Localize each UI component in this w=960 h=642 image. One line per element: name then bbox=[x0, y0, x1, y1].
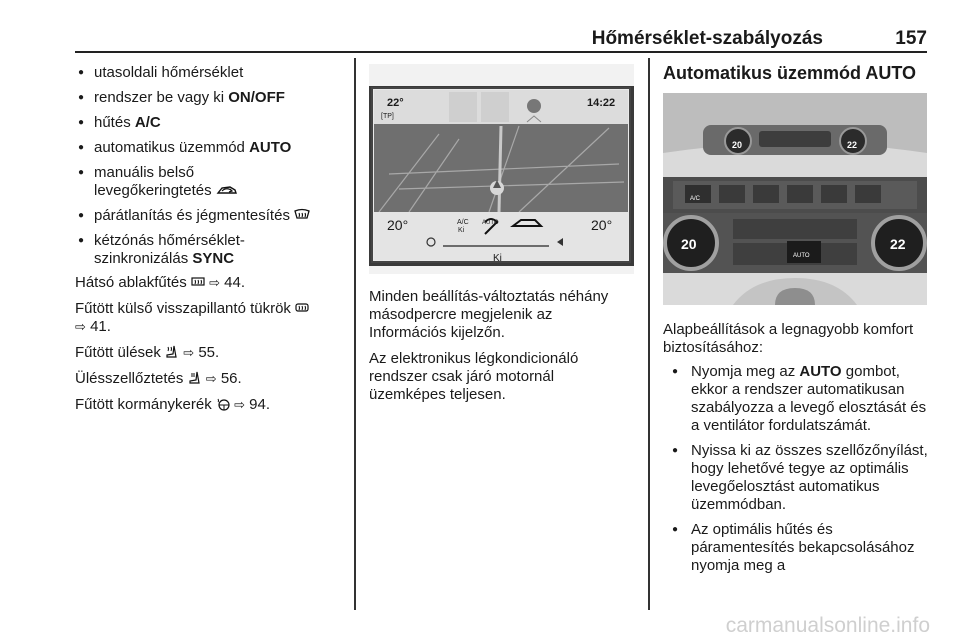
screen-temp-right: 20° bbox=[591, 217, 613, 233]
panel-ac-label: A/C bbox=[690, 196, 701, 202]
rear-window-heating-icon bbox=[191, 276, 205, 289]
screen-tp: [TP] bbox=[381, 113, 394, 120]
screen-ac-label: A/C bbox=[457, 219, 469, 226]
screen-ki-small: Ki bbox=[458, 227, 465, 234]
page-ref-icon: ⇨ bbox=[209, 275, 220, 290]
panel-small-left-label: 20 bbox=[732, 140, 743, 150]
mirror-heating-icon bbox=[295, 302, 309, 315]
heated-steering-wheel-icon bbox=[216, 397, 230, 411]
list-item: ● manuális belső levegőkeringtetés bbox=[75, 164, 343, 200]
screen-temp-left: 20° bbox=[387, 217, 409, 233]
paragraph-seat-ventilation: Ülésszellőztetés ⇨ 56. bbox=[75, 370, 242, 387]
column-3 bbox=[663, 64, 929, 582]
list-item: ● Az optimális hűtés és páramentesítés bekapcsolásához nyomja meg a bbox=[663, 521, 929, 575]
page-number: 157 bbox=[895, 28, 927, 49]
paragraph-intro: Alapbeállítások a legnagyobb komfort biztosításához: bbox=[663, 321, 914, 356]
climate-display-figure bbox=[369, 64, 634, 274]
page-ref-icon: ⇨ bbox=[205, 371, 217, 386]
header-rule bbox=[75, 51, 927, 53]
screen-temp-top: 22° bbox=[387, 97, 404, 109]
page-ref-icon: ⇨ bbox=[183, 345, 195, 360]
section-heading: Automatikus üzemmód AUTO bbox=[663, 63, 917, 83]
seat-ventilation-icon bbox=[188, 371, 202, 385]
list-item: ● utasoldali hőmérséklet bbox=[75, 64, 343, 82]
column-divider-1 bbox=[354, 58, 356, 610]
panel-knob-right-label: 22 bbox=[890, 236, 906, 252]
page-ref-icon: ⇨ bbox=[75, 319, 86, 334]
list-item: ● kétzónás hőmérséklet- szinkronizálás SYNC bbox=[75, 232, 343, 268]
panel-small-right-label: 22 bbox=[847, 140, 858, 150]
page-ref-icon: ⇨ bbox=[234, 397, 245, 412]
list-item: ● Nyissa ki az összes szellőzőnyílást, hogy lehetővé tegye az optimális levegőelosztást automatikus üzemmódban. bbox=[663, 442, 929, 514]
panel-auto-label: AUTO bbox=[793, 253, 810, 259]
list-item: ● automatikus üzemmód AUTO bbox=[75, 139, 343, 157]
paragraph-display-info: Minden beállítás-változtatás néhány másodpercre megjelenik az Információs kijelzőn. bbox=[369, 288, 609, 341]
climate-panel-figure bbox=[663, 93, 927, 305]
list-item: ● párátlanítás és jégmentesítés bbox=[75, 207, 343, 225]
paragraph-engine-running: Az elektronikus légkondicionáló rendszer csak járó motornál üzemképes teljesen. bbox=[369, 350, 579, 403]
recirculation-icon bbox=[216, 184, 238, 196]
paragraph-rear-window-heating: Hátsó ablakfűtés ⇨ 44. bbox=[75, 274, 246, 291]
page-title: Hőmérséklet-szabályozás bbox=[591, 28, 823, 49]
page-header bbox=[75, 28, 927, 52]
screen-ki-bottom: Ki bbox=[493, 253, 502, 264]
column-2 bbox=[369, 64, 634, 412]
paragraph-heated-seats: Fűtött ülések ⇨ 55. bbox=[75, 344, 220, 361]
paragraph-heated-steering-wheel: Fűtött kormánykerék ⇨ 94. bbox=[75, 396, 270, 413]
column-1 bbox=[75, 64, 343, 422]
panel-knob-left-label: 20 bbox=[681, 236, 697, 252]
list-item: ● rendszer be vagy ki ON/OFF bbox=[75, 89, 343, 107]
watermark: carmanualsonline.info bbox=[725, 614, 930, 637]
list-item: ● hűtés A/C bbox=[75, 114, 343, 132]
column-divider-2 bbox=[648, 58, 650, 610]
paragraph-heated-mirrors: Fűtött külső visszapillantó tükrök ⇨ 41. bbox=[75, 300, 343, 336]
defrost-icon bbox=[294, 208, 310, 222]
screen-time: 14:22 bbox=[587, 97, 616, 109]
climate-panel-illustration bbox=[663, 93, 927, 305]
list-item: ● Nyomja meg az AUTO gombot, ekkor a rendszer automatikusan szabályozza a levegő elosztását és a ventilátor fordulatszámát. bbox=[663, 363, 929, 435]
heated-seat-icon bbox=[165, 345, 179, 359]
screen-auto-label: AUTO bbox=[482, 220, 499, 226]
